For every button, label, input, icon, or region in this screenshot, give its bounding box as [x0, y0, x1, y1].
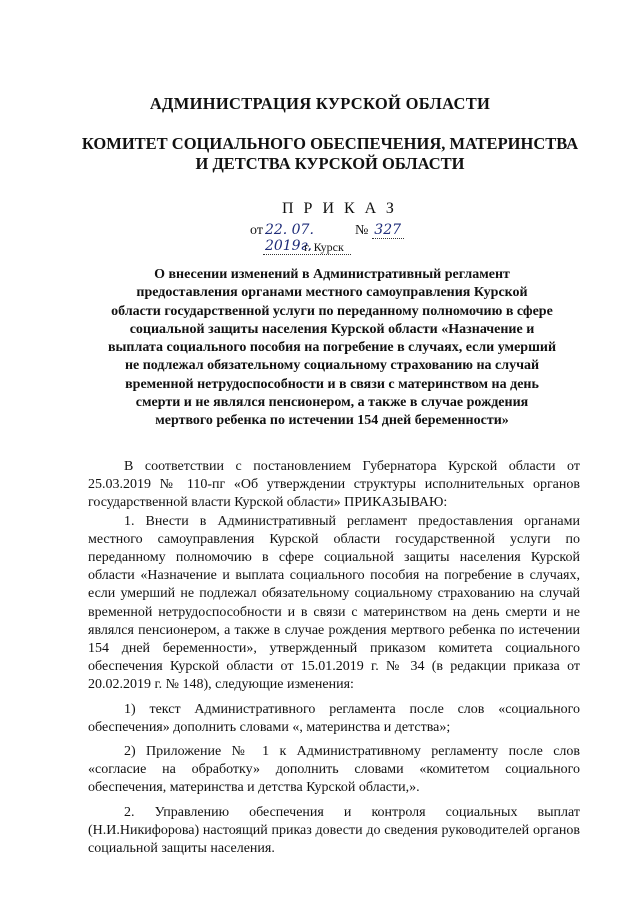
subject-line: области государственной услуги по переданному полномочию в сфере	[111, 303, 553, 319]
city-label: г. Курск	[304, 240, 344, 254]
intro-paragraph: В соответствии с постановлением Губернатора Курской области от 25.03.2019 № 110-пг «Об утверждении структуры исполнительных органов государственной власти Курской области» ПРИКАЗЫВАЮ:	[88, 459, 580, 511]
handwritten-date: 22. 07. 2019г.	[263, 222, 351, 255]
order-body	[88, 458, 580, 858]
item-1-2-paragraph: 2) Приложение № 1 к Административному регламенту после слов «согласие на обработку» дополнить словами «комитетом социального обеспечения, материнства и детства Курской области,».	[88, 744, 580, 796]
subject-line: не подлежал обязательному социальному страхованию на случай	[124, 358, 540, 374]
subject-line: выплата социального пособия на погребение в случаях, если умерший	[107, 340, 557, 356]
committee-heading-line2: И ДЕТСТВА КУРСКОЙ ОБЛАСТИ	[195, 154, 465, 173]
handwritten-number: 327	[372, 222, 404, 239]
order-title: ПРИКАЗ	[282, 200, 404, 217]
subject-line: предоставления органами местного самоуправления Курской	[136, 285, 528, 301]
subject-line: смерти и не являлся пенсионером, а также в случае рождения	[135, 395, 529, 411]
item-2-paragraph: 2. Управлению обеспечения и контроля социальных выплат (Н.И.Никифорова) настоящий приказ довести до сведения руководителей органов социальной защиты населения.	[88, 804, 580, 857]
subject-line: социальной защиты населения Курской области «Назначение и	[129, 321, 535, 337]
number-prefix: №	[354, 223, 369, 238]
administration-heading: АДМИНИСТРАЦИЯ КУРСКОЙ ОБЛАСТИ	[149, 94, 491, 113]
item-1-paragraph: 1. Внести в Административный регламент предоставления органами местного самоуправления Курской области государственной услуги по переданному полномочию в сфере социальной защиты населения Курской области «Назначение и выплата социального пособия на погребение в случаях, если умерший не подлежал обязательному социальному страхованию на случай временной нетрудоспособности и в связи с материнством на день смерти и не являлся пенсионером, а также в случае рождения мертвого ребенка по истечении 154 дней беременности», утвержденный приказом комитета социального обеспечения Курской области от 15.01.2019 г. № 34 (в редакции приказа от 20.02.2019 г. № 148), следующие изменения:	[88, 513, 580, 693]
order-subject	[84, 266, 580, 431]
committee-heading	[0, 134, 640, 174]
committee-heading-line1: КОМИТЕТ СОЦИАЛЬНОГО ОБЕСПЕЧЕНИЯ, МАТЕРИНСТВА	[81, 134, 579, 153]
subject-line: временной нетрудоспособности и в связи с материнством на день	[125, 376, 539, 392]
date-prefix: от	[250, 223, 263, 238]
subject-line: О внесении изменений в Административный регламент	[154, 267, 510, 282]
item-1-1-paragraph: 1) текст Административного регламента после слов «социального обеспечения» дополнить словами «, материнства и детства»;	[88, 701, 580, 735]
subject-line: мертвого ребенка по истечении 154 дней беременности»	[155, 413, 509, 429]
